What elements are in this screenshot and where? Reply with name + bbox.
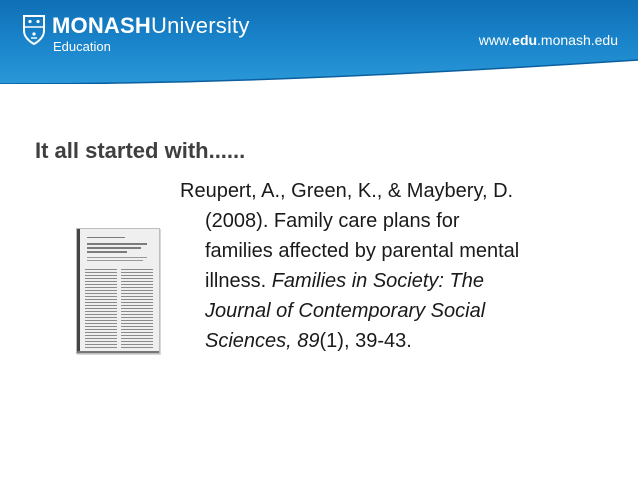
citation-line: families affected by parental mental bbox=[205, 240, 520, 262]
header-wave-divider bbox=[0, 56, 638, 84]
journal-volume: Sciences, 89 bbox=[205, 330, 320, 352]
slide-title: It all started with...... bbox=[35, 138, 246, 163]
reference-citation bbox=[180, 176, 620, 356]
journal-name: Families in Society: The bbox=[271, 270, 484, 292]
header-banner bbox=[0, 0, 638, 84]
citation-line bbox=[180, 296, 620, 326]
journal-name: Journal of Contemporary Social bbox=[205, 300, 486, 322]
brand-suffix: University bbox=[150, 13, 250, 38]
article-thumbnail bbox=[76, 228, 160, 354]
brand-name: MONASH bbox=[52, 13, 151, 38]
citation-line: Sciences, 89(1), 39-43. bbox=[205, 330, 412, 352]
monash-crest-icon bbox=[22, 14, 46, 46]
citation-line: (2008). Family care plans for bbox=[205, 210, 460, 232]
citation-line: illness. Families in Society: The bbox=[205, 270, 484, 292]
brand-logo-text bbox=[52, 14, 250, 38]
faculty-name: Education bbox=[53, 39, 111, 54]
citation-line: Reupert, A., Green, K., & Maybery, D. bbox=[180, 180, 514, 202]
website-url: www.edu.monash.edu bbox=[478, 32, 618, 48]
url-domain-bold: edu bbox=[512, 32, 538, 48]
